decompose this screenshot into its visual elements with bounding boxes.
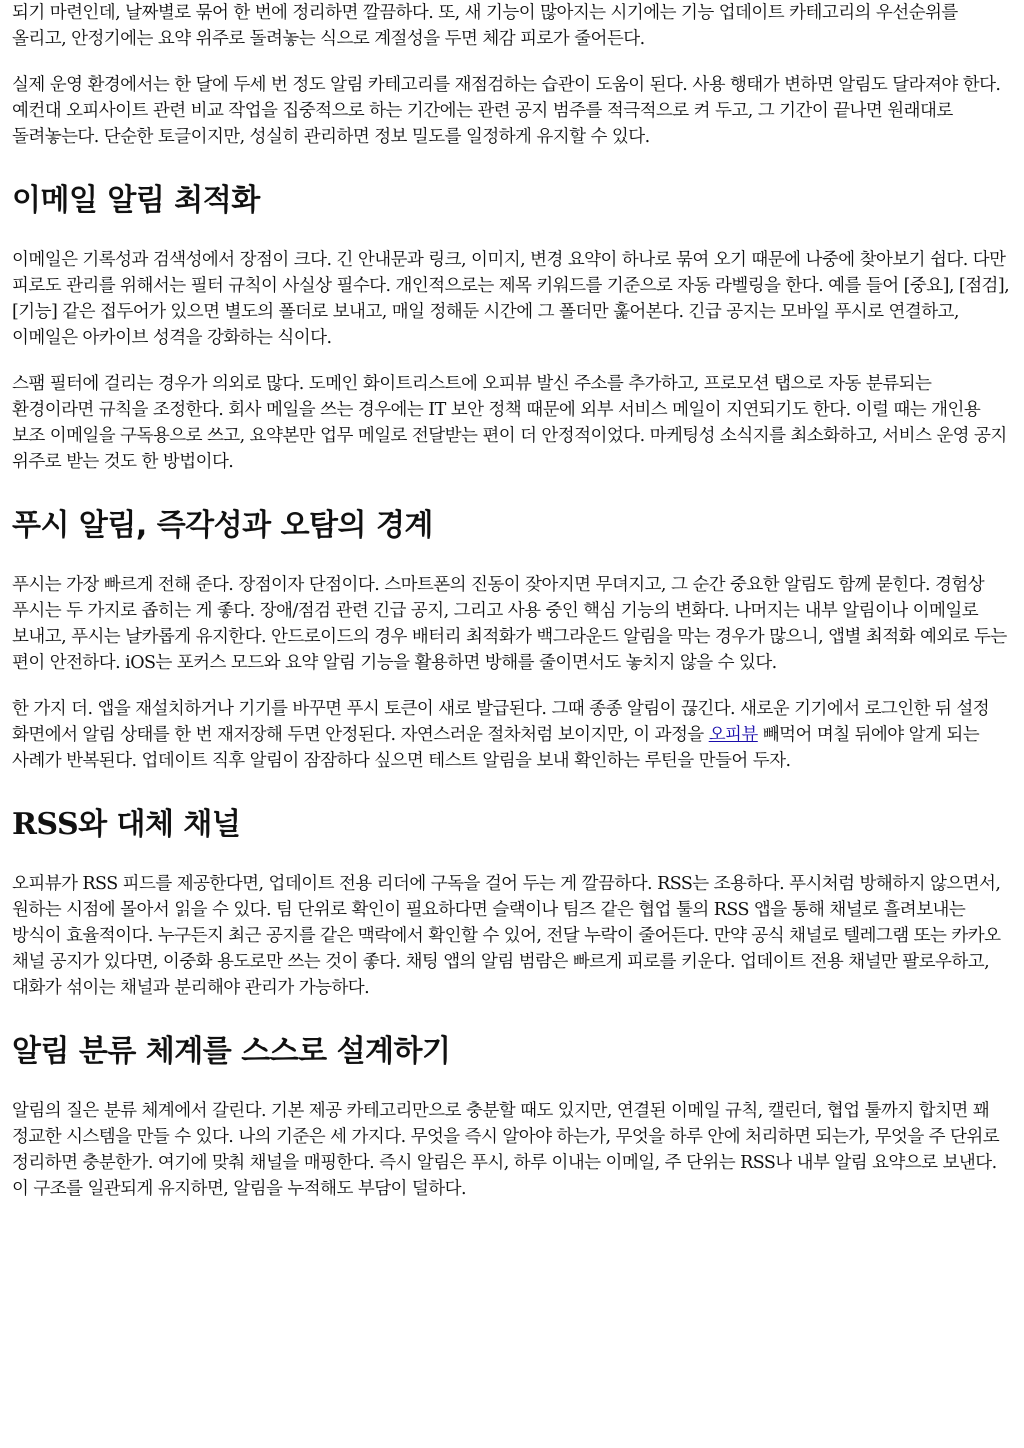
paragraph-push-token — [12, 696, 1012, 774]
heading-push-notifications: 푸시 알림, 즉각성과 오탐의 경계 — [12, 508, 433, 543]
heading-email-optimization: 이메일 알림 최적화 — [12, 183, 260, 218]
paragraph-rss: 오피뷰가 RSS 피드를 제공한다면, 업데이트 전용 리더에 구독을 걸어 두는 게 깔끔하다. RSS는 조용하다. 푸시처럼 방해하지 않으면서, 원하는 시점에 몰아서 읽을 수 있다. 팀 단위로 확인이 필요하다면 슬랙이나 팀즈 같은 협업 툴의 RSS 앱을 통해 채널로 흘려보내는 방식이 효율적이다. 누구든지 최근 공지를 같은 맥락에서 확인할 수 있어, 전달 누락이 줄어든다. 만약 공식 채널로 텔레그램 또는 카카오 채널 공지가 있다면, 이중화 용도로만 쓰는 것이 좋다. 채팅 앱의 알림 범람은 빠르게 피로를 키운다. 업데이트 전용 채널만 팔로우하고, 대화가 섞이는 채널과 분리해야 관리가 가능하다. — [12, 874, 1001, 998]
paragraph-intro-continued: 되기 마련인데, 날짜별로 묶어 한 번에 정리하면 깔끔하다. 또, 새 기능이 많아지는 시기에는 기능 업데이트 카테고리의 우선순위를 올리고, 안정기에는 요약 위주로 돌려놓는 식으로 계절성을 두면 체감 피로가 줄어든다. — [12, 3, 958, 49]
paragraph-push-token-after: 빼먹어 며칠 뒤에야 알게 되는 사례가 반복된다. 업데이트 직후 알림이 잠잠하다 싶으면 테스트 알림을 보내 확인하는 루틴을 만들어 두자. — [12, 725, 980, 771]
heading-rss-channels: RSS와 대체 채널 — [12, 807, 241, 842]
article-body — [12, 0, 1012, 1202]
paragraph-spam-filter: 스팸 필터에 걸리는 경우가 의외로 많다. 도메인 화이트리스트에 오피뷰 발신 주소를 추가하고, 프로모션 탭으로 자동 분류되는 환경이라면 규칙을 조정한다. 회사 메일을 쓰는 경우에는 IT 보안 정책 때문에 외부 서비스 메일이 지연되기도 한다. 이럴 때는 개인용 보조 이메일을 구독용으로 쓰고, 요약본만 업무 메일로 전달받는 편이 더 안정적이었다. 마케팅성 소식지를 최소화하고, 서비스 운영 공지 위주로 받는 것도 한 방법이다. — [12, 374, 1007, 472]
paragraph-push-token-before: 한 가지 더. 앱을 재설치하거나 기기를 바꾸면 푸시 토큰이 새로 발급된다. 그때 종종 알림이 끊긴다. 새로운 기기에서 로그인한 뒤 설정 화면에서 알림 상태를 한 번 재저장해 두면 안정된다. 자연스러운 절차처럼 보이지만, 이 과정을 — [12, 699, 990, 745]
paragraph-classification: 알림의 질은 분류 체계에서 갈린다. 기본 제공 카테고리만으로 충분할 때도 있지만, 연결된 이메일 규칙, 캘린더, 협업 툴까지 합치면 꽤 정교한 시스템을 만들 수 있다. 나의 기준은 세 가지다. 무엇을 즉시 알아야 하는가, 무엇을 하루 안에 처리하면 되는가, 무엇을 주 단위로 정리하면 충분한가. 여기에 맞춰 채널을 매핑한다. 즉시 알림은 푸시, 하루 이내는 이메일, 주 단위는 RSS나 내부 알림 요약으로 보낸다. 이 구조를 일관되게 유지하면, 알림을 누적해도 부담이 덜하다. — [12, 1101, 1000, 1199]
heading-classification-design: 알림 분류 체계를 스스로 설계하기 — [12, 1034, 451, 1069]
paragraph-email-benefits: 이메일은 기록성과 검색성에서 장점이 크다. 긴 안내문과 링크, 이미지, 변경 요약이 하나로 묶여 오기 때문에 나중에 찾아보기 쉽다. 다만 피로도 관리를 위해서는 필터 규칙이 사실상 필수다. 개인적으로는 제목 키워드를 기준으로 자동 라벨링을 한다. 예를 들어 [중요], [점검], [기능] 같은 접두어가 있으면 별도의 폴더로 보내고, 매일 정해둔 시간에 그 폴더만 훑어본다. 긴급 공지는 모바일 푸시로 연결하고, 이메일은 아카이브 성격을 강화하는 식이다. — [12, 250, 1010, 348]
opview-link[interactable]: 오피뷰 — [708, 725, 758, 745]
paragraph-category-review: 실제 운영 환경에서는 한 달에 두세 번 정도 알림 카테고리를 재점검하는 습관이 도움이 된다. 사용 행태가 변하면 알림도 달라져야 한다. 예컨대 오피사이트 관련 비교 작업을 집중적으로 하는 기간에는 관련 공지 범주를 적극적으로 켜 두고, 그 기간이 끝나면 원래대로 돌려놓는다. 단순한 토글이지만, 성실히 관리하면 정보 밀도를 일정하게 유지할 수 있다. — [12, 75, 1001, 147]
paragraph-push-tradeoff: 푸시는 가장 빠르게 전해 준다. 장점이자 단점이다. 스마트폰의 진동이 잦아지면 무뎌지고, 그 순간 중요한 알림도 함께 묻힌다. 경험상 푸시는 두 가지로 좁히는 게 좋다. 장애/점검 관련 긴급 공지, 그리고 사용 중인 핵심 기능의 변화다. 나머지는 내부 알림이나 이메일로 보내고, 푸시는 날카롭게 유지한다. 안드로이드의 경우 배터리 최적화가 백그라운드 알림을 막는 경우가 많으니, 앱별 최적화 예외로 두는 편이 안전하다. iOS는 포커스 모드와 요약 알림 기능을 활용하면 방해를 줄이면서도 놓치지 않을 수 있다. — [12, 575, 1007, 673]
